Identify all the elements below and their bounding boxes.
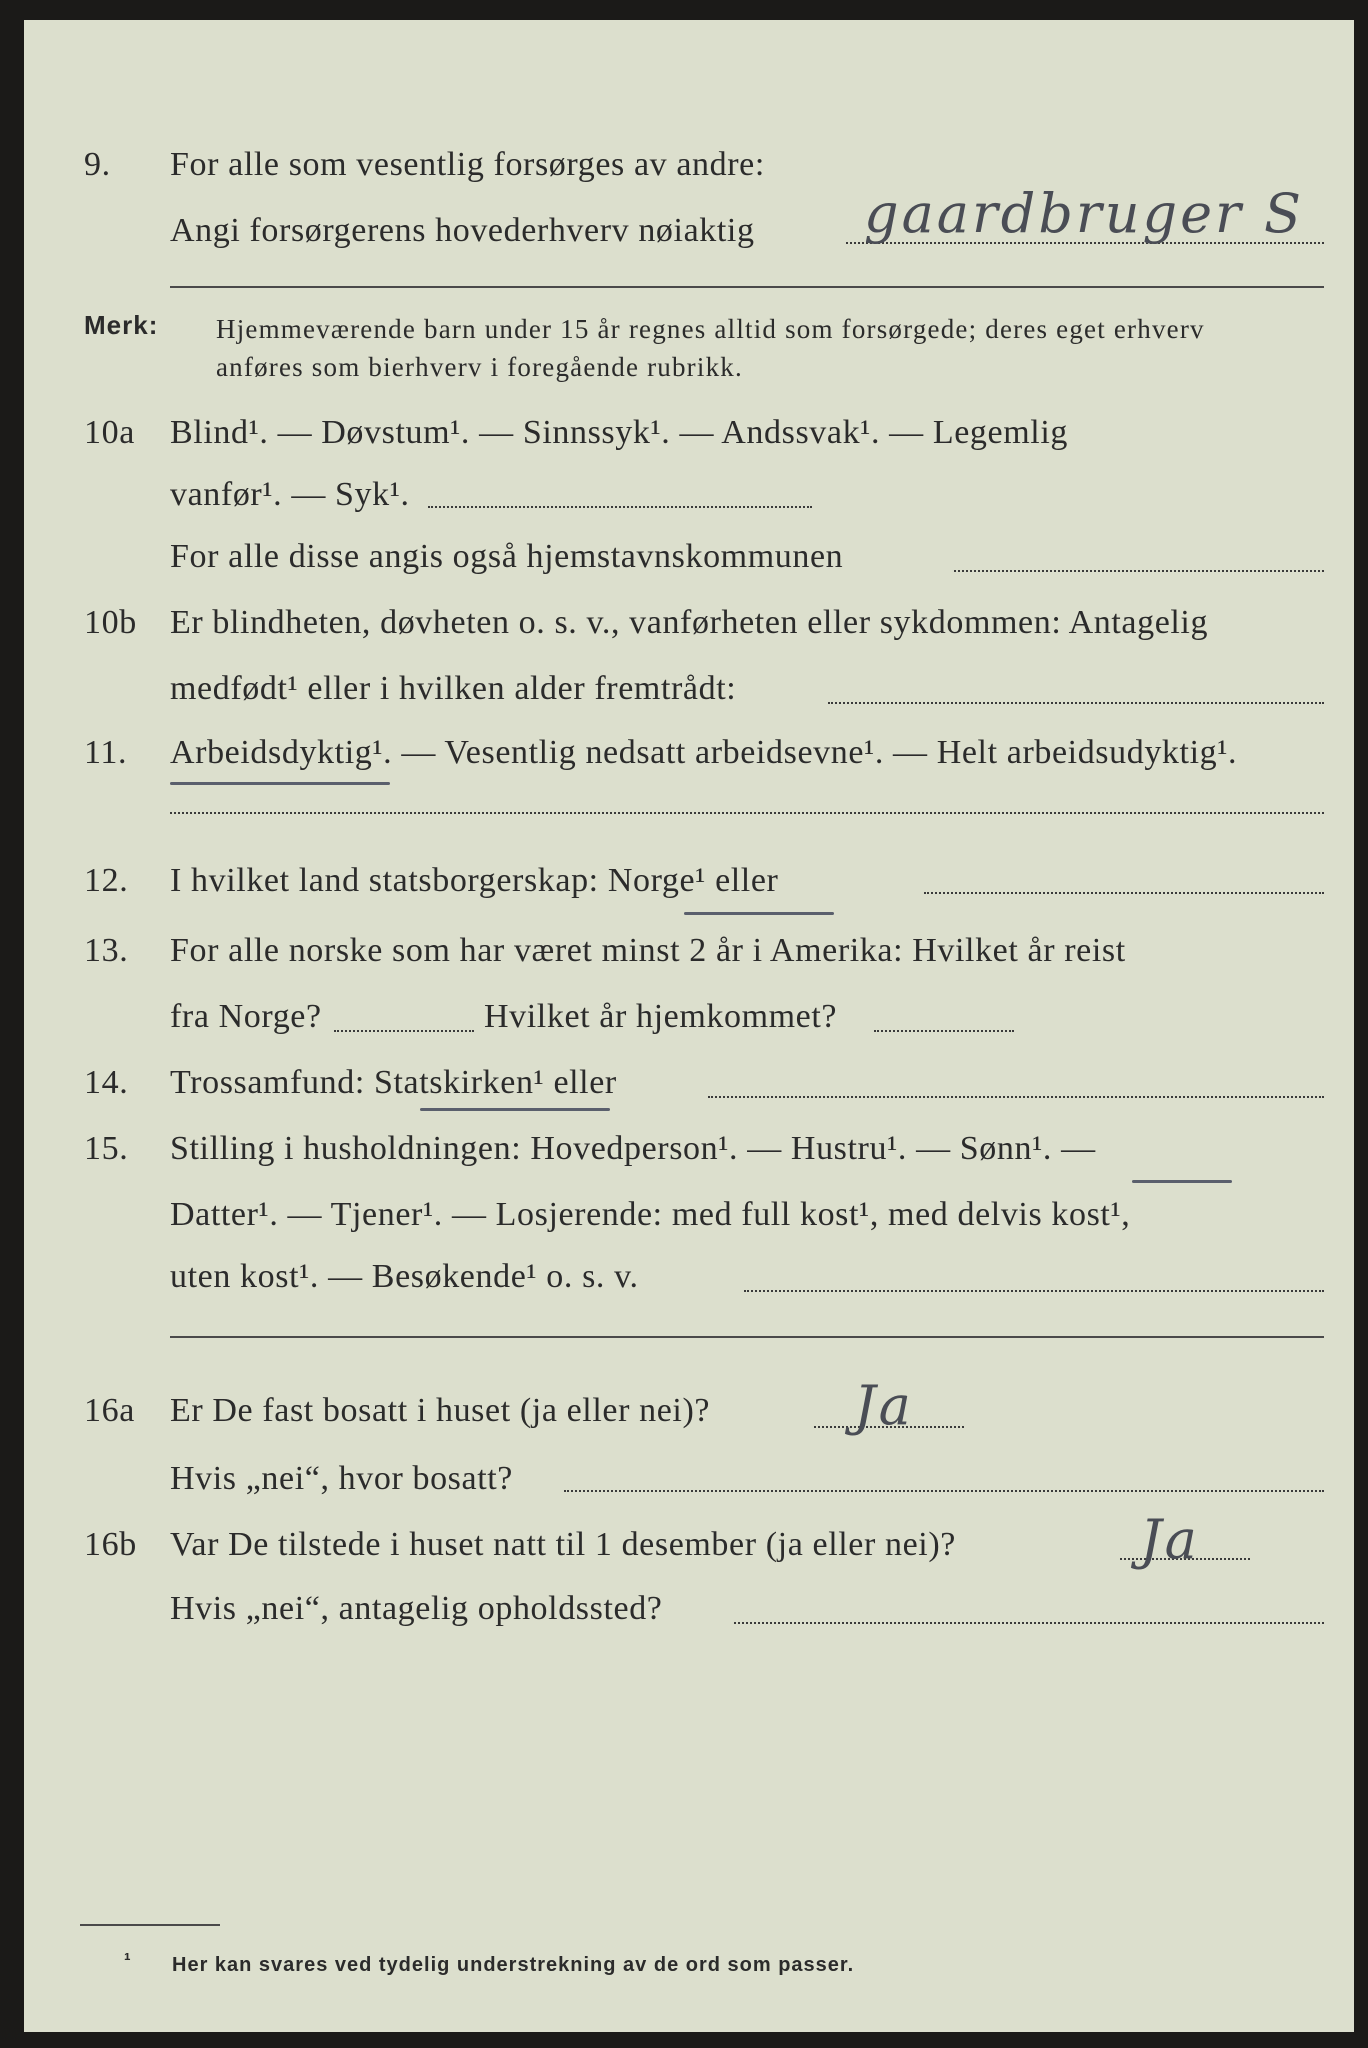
q15-text-1: Stilling i husholdningen: Hovedperson¹. — Hustru¹. — Sønn¹. — [170,1130,1096,1167]
q16b-handwritten-answer: Ja [1140,1508,1200,1571]
q11-number: 11. [84,734,128,771]
q9-handwritten-answer: gaardbruger S [864,182,1304,245]
q9-number: 9. [84,146,111,183]
q15-number: 15. [84,1130,129,1167]
merk-label: Merk: [84,310,159,340]
q16a-handwritten-answer: Ja [854,1374,914,1437]
q14-number: 14. [84,1064,129,1101]
merk-text-1: Hjemmeværende barn under 15 år regnes alltid som forsørgede; deres eget erhverv [216,314,1205,344]
q13-text-1: For alle norske som har været minst 2 år i Amerika: Hvilket år reist [170,932,1126,969]
q10a-text-3: For alle disse angis også hjemstavnskommunen [170,538,844,575]
q15-besokende-line[interactable] [744,1290,1324,1292]
q13-reist-line[interactable] [334,1030,474,1032]
q10b-text-2: medfødt¹ eller i hvilken alder fremtrådt: [170,670,737,707]
q10b-number: 10b [84,604,137,641]
q16b-opholdssted-line[interactable] [734,1622,1324,1624]
q16a-bosatt-line[interactable] [564,1490,1324,1492]
q9-text-1: For alle som vesentlig forsørges av andre: [170,146,765,183]
q13-text-2a: fra Norge? [170,998,322,1035]
q11-answer-line[interactable] [170,812,1324,814]
q12-number: 12. [84,862,129,899]
q14-answer-line[interactable] [708,1096,1324,1098]
q11-arbeidsdyktig-underline [170,782,390,785]
q12-norge-underline [684,912,834,915]
q12-text-1: I hvilket land statsborgerskap: Norge¹ eller [170,862,779,899]
q14-text-1: Trossamfund: Statskirken¹ eller [170,1064,617,1101]
q9-divider [170,286,1324,288]
q13-text-2b: Hvilket år hjemkommet? [484,998,838,1035]
q16b-number: 16b [84,1526,137,1563]
q9-text-2: Angi forsørgerens hovederhverv nøiaktig [170,212,755,249]
footnote-mark: ¹ [124,1950,132,1972]
q10a-text-1: Blind¹. — Døvstum¹. — Sinnssyk¹. — Andssvak¹. — Legemlig [170,414,1068,451]
q10b-alder-line[interactable] [828,702,1324,704]
merk-text-2: anføres som bierhverv i foregående rubrikk. [216,352,743,382]
q10a-hjemstavn-line[interactable] [954,570,1324,572]
q10a-syk-line[interactable] [428,506,812,508]
q11-text-1: Arbeidsdyktig¹. — Vesentlig nedsatt arbeidsevne¹. — Helt arbeidsudyktig¹. [170,734,1238,771]
q15-text-2: Datter¹. — Tjener¹. — Losjerende: med full kost¹, med delvis kost¹, [170,1196,1131,1233]
q10a-number: 10a [84,414,135,451]
q10b-text-1: Er blindheten, døvheten o. s. v., vanførheten eller sykdommen: Antagelig [170,604,1209,641]
footnote-text: Her kan svares ved tydelig understrekning av de ord som passer. [172,1954,855,1976]
q13-number: 13. [84,932,129,969]
q16a-text-2: Hvis „nei“, hvor bosatt? [170,1460,513,1497]
census-form-page [24,20,1354,2032]
q15-divider [170,1336,1324,1338]
q14-statskirken-underline [420,1108,610,1111]
q16b-text-1: Var De tilstede i huset natt til 1 desember (ja eller nei)? [170,1526,956,1563]
q15-sonn-underline [1132,1180,1232,1183]
footnote-rule [80,1924,220,1926]
q15-text-3: uten kost¹. — Besøkende¹ o. s. v. [170,1258,639,1295]
q12-answer-line[interactable] [924,892,1324,894]
q16a-number: 16a [84,1392,135,1429]
q10a-text-2: vanfør¹. — Syk¹. [170,476,410,513]
q13-hjemkommet-line[interactable] [874,1030,1014,1032]
q16a-text-1: Er De fast bosatt i huset (ja eller nei)? [170,1392,711,1429]
q16b-text-2: Hvis „nei“, antagelig opholdssted? [170,1590,663,1627]
